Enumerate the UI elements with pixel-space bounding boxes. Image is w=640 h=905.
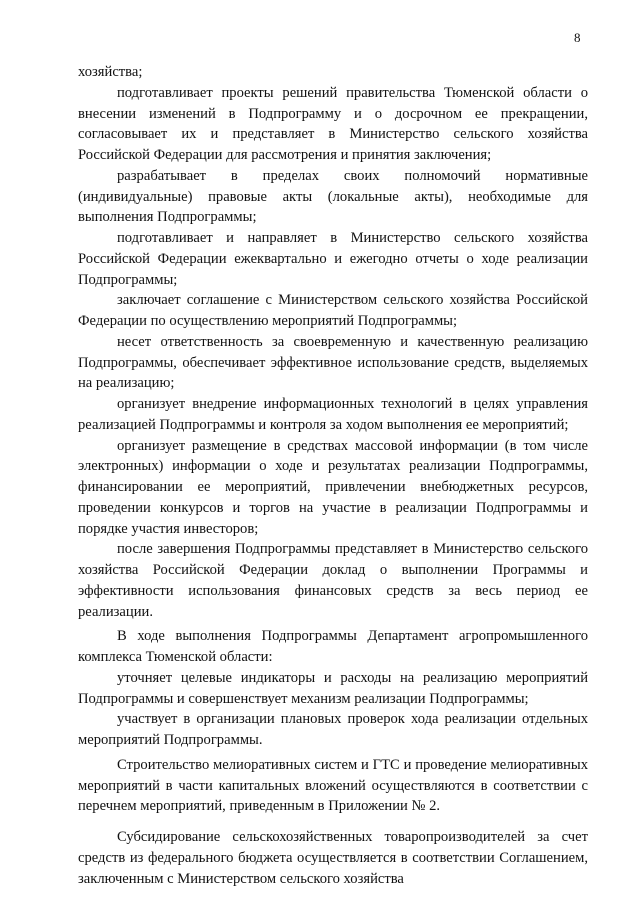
paragraph-11: уточняет целевые индикаторы и расходы на реализацию мероприятий Подпрограммы и совершенствует механизм реализации Подпрограммы; (78, 669, 588, 707)
paragraph-12: участвует в организации плановых проверок хода реализации отдельных мероприятий Подпрограммы. (78, 711, 588, 748)
paragraph-3: разрабатывает в пределах своих полномочий нормативные (индивидуальные) правовые акты (локальные акты), необходимые для выполнения Подпрограммы; (78, 167, 588, 226)
paragraph-2: подготавливает проекты решений правительства Тюменской области о внесении изменений в Подпрограмму и о досрочном ее прекращении, согласовывает их и представляет в Министерство сельского хозяйства Российской Федерации для рассмотрения и принятия заключения; (78, 84, 588, 163)
page-number: 8 (574, 30, 581, 45)
paragraph-9: после завершения Подпрограммы представляет в Министерство сельского хозяйства Российской Федерации доклад о выполнении Программы и эффективности использования финансовых средств за весь период ее реализации. (78, 541, 588, 620)
paragraph-13: Строительство мелиоративных систем и ГТС и проведение мелиоративных мероприятий в части капитальных вложений осуществляются в соответствии с перечнем мероприятий, приведенным в Приложении № 2. (78, 756, 588, 815)
paragraph-8: организует размещение в средствах массовой информации (в том числе электронных) информации о ходе и результатах реализации Подпрограммы, финансировании ее мероприятий, привлечении внебюджетных ресурсов, проведении конкурсов и торгов на участие в реализации Подпрограммы и порядке участия инвесторов; (78, 437, 588, 537)
paragraph-7: организует внедрение информационных технологий в целях управления реализацией Подпрограммы и контроля за ходом выполнения ее мероприятий; (78, 396, 588, 433)
paragraph-1: хозяйства; (78, 64, 143, 80)
document-body (78, 62, 588, 889)
paragraph-5: заключает соглашение с Министерством сельского хозяйства Российской Федерации по осуществлению мероприятий Подпрограммы; (78, 292, 588, 329)
paragraph-4: подготавливает и направляет в Министерство сельского хозяйства Российской Федерации ежеквартально и ежегодно отчеты о ходе реализации Подпрограммы; (78, 230, 588, 288)
paragraph-14: Субсидирование сельскохозяйственных товаропроизводителей за счет средств из федерального бюджета осуществляется в соответствии Соглашением, заключенным с Министерством сельского хозяйства (78, 829, 588, 887)
paragraph-6: несет ответственность за своевременную и качественную реализацию Подпрограммы, обеспечивает эффективное использование средств, выделяемых на реализацию; (78, 333, 588, 392)
paragraph-10: В ходе выполнения Подпрограммы Департамент агропромышленного комплекса Тюменской области: (78, 628, 588, 665)
